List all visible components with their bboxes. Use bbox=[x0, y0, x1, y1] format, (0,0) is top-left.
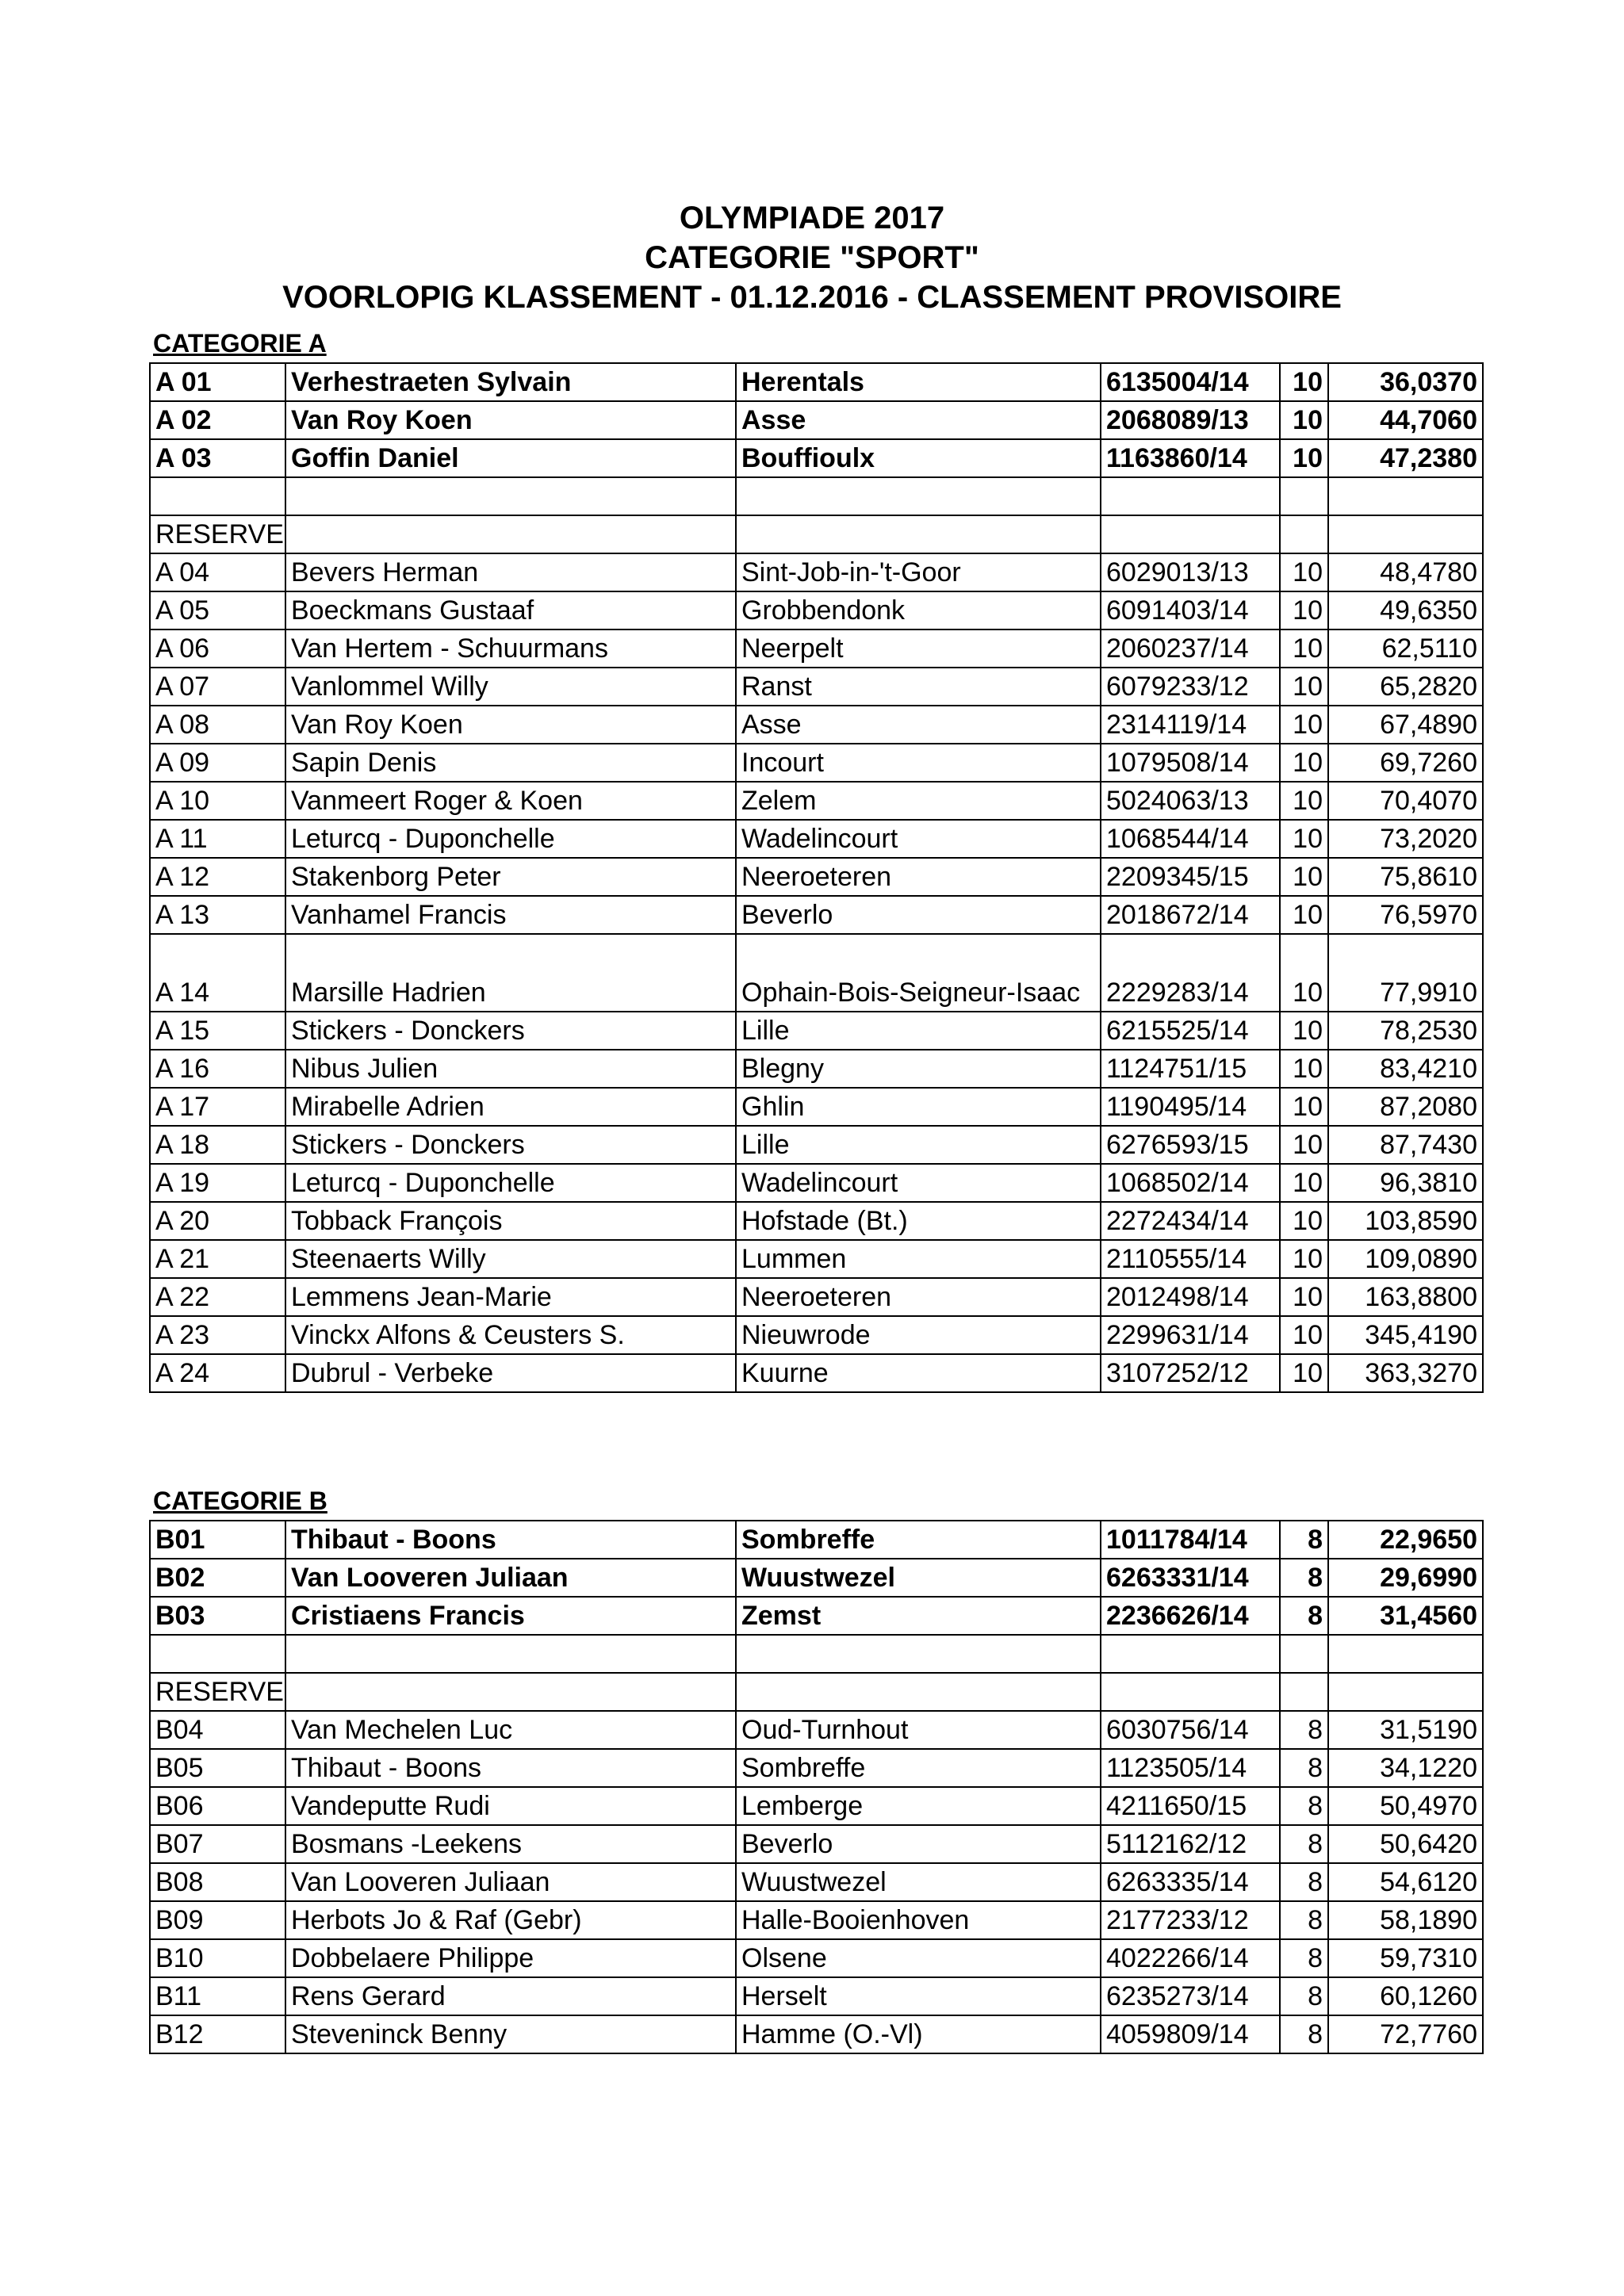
entry-code-cell: A 17 bbox=[150, 1088, 285, 1126]
owner-name-cell: Tobback François bbox=[285, 1202, 736, 1240]
count-cell: 10 bbox=[1280, 782, 1328, 820]
table-row bbox=[150, 858, 1483, 896]
count-cell: 8 bbox=[1280, 1977, 1328, 2015]
score-cell: 67,4890 bbox=[1328, 706, 1483, 744]
title-olympiade: OLYMPIADE 2017 bbox=[679, 201, 945, 235]
owner-name-cell: Cristiaens Francis bbox=[285, 1597, 736, 1635]
count-cell: 8 bbox=[1280, 1787, 1328, 1825]
city-cell: Wuustwezel bbox=[736, 1863, 1101, 1901]
table-row bbox=[150, 1088, 1483, 1126]
ring-number-cell: 6135004/14 bbox=[1101, 363, 1280, 401]
table-row bbox=[150, 591, 1483, 629]
city-cell: Oud-Turnhout bbox=[736, 1711, 1101, 1749]
score-cell: 34,1220 bbox=[1328, 1749, 1483, 1787]
score-cell: 76,5970 bbox=[1328, 896, 1483, 934]
ring-number-cell: 3107252/12 bbox=[1101, 1354, 1280, 1392]
city-cell: Wadelincourt bbox=[736, 820, 1101, 858]
entry-code-cell bbox=[150, 477, 285, 515]
city-cell: Sombreffe bbox=[736, 1749, 1101, 1787]
ring-number-cell bbox=[1101, 1635, 1280, 1673]
ring-number-cell: 6029013/13 bbox=[1101, 553, 1280, 591]
ring-number-cell bbox=[1101, 515, 1280, 553]
entry-code-cell: A 09 bbox=[150, 744, 285, 782]
count-cell: 10 bbox=[1280, 1278, 1328, 1316]
table-row bbox=[150, 439, 1483, 477]
table-row bbox=[150, 820, 1483, 858]
count-cell: 10 bbox=[1280, 668, 1328, 706]
score-cell: 58,1890 bbox=[1328, 1901, 1483, 1939]
owner-name-cell: Steveninck Benny bbox=[285, 2015, 736, 2053]
owner-name-cell: Vanmeert Roger & Koen bbox=[285, 782, 736, 820]
city-cell bbox=[736, 1635, 1101, 1673]
entry-code-cell: A 01 bbox=[150, 363, 285, 401]
table-row bbox=[150, 1711, 1483, 1749]
entry-code-cell: RESERVE bbox=[150, 1673, 285, 1711]
owner-name-cell: Steenaerts Willy bbox=[285, 1240, 736, 1278]
owner-name-cell: Marsille Hadrien bbox=[285, 934, 736, 1012]
score-cell: 65,2820 bbox=[1328, 668, 1483, 706]
table-row bbox=[150, 629, 1483, 668]
entry-code-cell: B08 bbox=[150, 1863, 285, 1901]
count-cell: 10 bbox=[1280, 1050, 1328, 1088]
city-cell: Neeroeteren bbox=[736, 858, 1101, 896]
owner-name-cell: Van Looveren Juliaan bbox=[285, 1863, 736, 1901]
owner-name-cell bbox=[285, 515, 736, 553]
score-cell: 50,6420 bbox=[1328, 1825, 1483, 1863]
score-cell: 345,4190 bbox=[1328, 1316, 1483, 1354]
table-row bbox=[150, 1977, 1483, 2015]
score-cell: 103,8590 bbox=[1328, 1202, 1483, 1240]
score-cell: 48,4780 bbox=[1328, 553, 1483, 591]
table-row bbox=[150, 363, 1483, 401]
city-cell: Zemst bbox=[736, 1597, 1101, 1635]
city-cell: Asse bbox=[736, 706, 1101, 744]
ring-number-cell: 1190495/14 bbox=[1101, 1088, 1280, 1126]
count-cell: 10 bbox=[1280, 1316, 1328, 1354]
city-cell bbox=[736, 1673, 1101, 1711]
city-cell: Kuurne bbox=[736, 1354, 1101, 1392]
city-cell: Bouffioulx bbox=[736, 439, 1101, 477]
ring-number-cell: 1163860/14 bbox=[1101, 439, 1280, 477]
ring-number-cell: 1124751/15 bbox=[1101, 1050, 1280, 1088]
city-cell: Lemberge bbox=[736, 1787, 1101, 1825]
count-cell bbox=[1280, 1673, 1328, 1711]
count-cell: 10 bbox=[1280, 439, 1328, 477]
city-cell: Blegny bbox=[736, 1050, 1101, 1088]
entry-code-cell: B07 bbox=[150, 1825, 285, 1863]
entry-code-cell: B05 bbox=[150, 1749, 285, 1787]
count-cell: 10 bbox=[1280, 934, 1328, 1012]
category-a-table bbox=[149, 362, 1484, 1393]
table-row bbox=[150, 934, 1483, 1012]
count-cell: 10 bbox=[1280, 1012, 1328, 1050]
city-cell: Wadelincourt bbox=[736, 1164, 1101, 1202]
count-cell: 10 bbox=[1280, 553, 1328, 591]
count-cell bbox=[1280, 1635, 1328, 1673]
score-cell: 363,3270 bbox=[1328, 1354, 1483, 1392]
ring-number-cell: 6263335/14 bbox=[1101, 1863, 1280, 1901]
score-cell: 47,2380 bbox=[1328, 439, 1483, 477]
table-row bbox=[150, 1749, 1483, 1787]
score-cell: 87,2080 bbox=[1328, 1088, 1483, 1126]
city-cell: Lille bbox=[736, 1126, 1101, 1164]
entry-code-cell: A 16 bbox=[150, 1050, 285, 1088]
count-cell bbox=[1280, 515, 1328, 553]
city-cell bbox=[736, 477, 1101, 515]
owner-name-cell: Vanhamel Francis bbox=[285, 896, 736, 934]
entry-code-cell: A 12 bbox=[150, 858, 285, 896]
city-cell: Herentals bbox=[736, 363, 1101, 401]
owner-name-cell: Dubrul - Verbeke bbox=[285, 1354, 736, 1392]
ring-number-cell: 1123505/14 bbox=[1101, 1749, 1280, 1787]
count-cell: 10 bbox=[1280, 1126, 1328, 1164]
city-cell: Lummen bbox=[736, 1240, 1101, 1278]
owner-name-cell: Nibus Julien bbox=[285, 1050, 736, 1088]
entry-code-cell: A 04 bbox=[150, 553, 285, 591]
ring-number-cell: 2060237/14 bbox=[1101, 629, 1280, 668]
title-categorie-sport: CATEGORIE "SPORT" bbox=[645, 240, 979, 275]
entry-code-cell: B04 bbox=[150, 1711, 285, 1749]
entry-code-cell: A 07 bbox=[150, 668, 285, 706]
table-row bbox=[150, 1202, 1483, 1240]
table-row bbox=[150, 1012, 1483, 1050]
owner-name-cell: Thibaut - Boons bbox=[285, 1749, 736, 1787]
score-cell: 70,4070 bbox=[1328, 782, 1483, 820]
table-row bbox=[150, 744, 1483, 782]
score-cell: 62,5110 bbox=[1328, 629, 1483, 668]
owner-name-cell: Vandeputte Rudi bbox=[285, 1787, 736, 1825]
entry-code-cell: A 02 bbox=[150, 401, 285, 439]
owner-name-cell bbox=[285, 477, 736, 515]
city-cell: Herselt bbox=[736, 1977, 1101, 2015]
ring-number-cell: 2012498/14 bbox=[1101, 1278, 1280, 1316]
table-row bbox=[150, 515, 1483, 553]
table-row bbox=[150, 553, 1483, 591]
ring-number-cell: 2110555/14 bbox=[1101, 1240, 1280, 1278]
owner-name-cell: Bosmans -Leekens bbox=[285, 1825, 736, 1863]
owner-name-cell: Verhestraeten Sylvain bbox=[285, 363, 736, 401]
owner-name-cell: Herbots Jo & Raf (Gebr) bbox=[285, 1901, 736, 1939]
city-cell: Beverlo bbox=[736, 1825, 1101, 1863]
ring-number-cell: 2236626/14 bbox=[1101, 1597, 1280, 1635]
city-cell: Halle-Booienhoven bbox=[736, 1901, 1101, 1939]
entry-code-cell: B06 bbox=[150, 1787, 285, 1825]
ring-number-cell: 6091403/14 bbox=[1101, 591, 1280, 629]
score-cell: 31,4560 bbox=[1328, 1597, 1483, 1635]
count-cell: 10 bbox=[1280, 858, 1328, 896]
table-row bbox=[150, 1316, 1483, 1354]
table-row bbox=[150, 1673, 1483, 1711]
table-row bbox=[150, 1278, 1483, 1316]
count-cell: 10 bbox=[1280, 706, 1328, 744]
title-klassement: VOORLOPIG KLASSEMENT - 01.12.2016 - CLASSEMENT PROVISOIRE bbox=[282, 280, 1342, 315]
category-a-rows bbox=[150, 363, 1483, 1392]
owner-name-cell: Mirabelle Adrien bbox=[285, 1088, 736, 1126]
entry-code-cell: A 21 bbox=[150, 1240, 285, 1278]
owner-name-cell bbox=[285, 1673, 736, 1711]
owner-name-cell: Van Roy Koen bbox=[285, 706, 736, 744]
city-cell: Sombreffe bbox=[736, 1521, 1101, 1559]
count-cell: 10 bbox=[1280, 1088, 1328, 1126]
owner-name-cell: Van Hertem - Schuurmans bbox=[285, 629, 736, 668]
ring-number-cell: 1011784/14 bbox=[1101, 1521, 1280, 1559]
count-cell: 10 bbox=[1280, 629, 1328, 668]
table-row bbox=[150, 1901, 1483, 1939]
count-cell: 10 bbox=[1280, 896, 1328, 934]
ring-number-cell: 2314119/14 bbox=[1101, 706, 1280, 744]
count-cell: 10 bbox=[1280, 363, 1328, 401]
entry-code-cell: A 06 bbox=[150, 629, 285, 668]
count-cell: 10 bbox=[1280, 1240, 1328, 1278]
entry-code-cell: A 13 bbox=[150, 896, 285, 934]
score-cell bbox=[1328, 1635, 1483, 1673]
entry-code-cell: B01 bbox=[150, 1521, 285, 1559]
city-cell: Neeroeteren bbox=[736, 1278, 1101, 1316]
entry-code-cell: A 15 bbox=[150, 1012, 285, 1050]
owner-name-cell: Van Mechelen Luc bbox=[285, 1711, 736, 1749]
city-cell: Ghlin bbox=[736, 1088, 1101, 1126]
city-cell: Wuustwezel bbox=[736, 1559, 1101, 1597]
entry-code-cell: A 14 bbox=[150, 934, 285, 1012]
count-cell: 8 bbox=[1280, 1901, 1328, 1939]
entry-code-cell: A 08 bbox=[150, 706, 285, 744]
table-row bbox=[150, 1559, 1483, 1597]
owner-name-cell: Vinckx Alfons & Ceusters S. bbox=[285, 1316, 736, 1354]
ring-number-cell bbox=[1101, 477, 1280, 515]
score-cell: 83,4210 bbox=[1328, 1050, 1483, 1088]
score-cell bbox=[1328, 515, 1483, 553]
table-row bbox=[150, 1354, 1483, 1392]
owner-name-cell: Thibaut - Boons bbox=[285, 1521, 736, 1559]
count-cell: 8 bbox=[1280, 1939, 1328, 1977]
count-cell: 10 bbox=[1280, 820, 1328, 858]
owner-name-cell: Leturcq - Duponchelle bbox=[285, 1164, 736, 1202]
owner-name-cell: Dobbelaere Philippe bbox=[285, 1939, 736, 1977]
table-row bbox=[150, 1825, 1483, 1863]
city-cell: Incourt bbox=[736, 744, 1101, 782]
score-cell: 78,2530 bbox=[1328, 1012, 1483, 1050]
table-row bbox=[150, 668, 1483, 706]
entry-code-cell: A 24 bbox=[150, 1354, 285, 1392]
score-cell: 31,5190 bbox=[1328, 1711, 1483, 1749]
count-cell: 10 bbox=[1280, 1202, 1328, 1240]
count-cell: 10 bbox=[1280, 744, 1328, 782]
table-row bbox=[150, 1597, 1483, 1635]
owner-name-cell: Sapin Denis bbox=[285, 744, 736, 782]
score-cell: 87,7430 bbox=[1328, 1126, 1483, 1164]
ring-number-cell: 2018672/14 bbox=[1101, 896, 1280, 934]
city-cell: Grobbendonk bbox=[736, 591, 1101, 629]
table-row bbox=[150, 1787, 1483, 1825]
score-cell: 77,9910 bbox=[1328, 934, 1483, 1012]
owner-name-cell: Van Looveren Juliaan bbox=[285, 1559, 736, 1597]
category-b-heading: CATEGORIE B bbox=[153, 1487, 327, 1515]
count-cell: 10 bbox=[1280, 1354, 1328, 1392]
count-cell: 8 bbox=[1280, 1521, 1328, 1559]
city-cell: Lille bbox=[736, 1012, 1101, 1050]
owner-name-cell bbox=[285, 1635, 736, 1673]
count-cell: 10 bbox=[1280, 1164, 1328, 1202]
ring-number-cell: 4022266/14 bbox=[1101, 1939, 1280, 1977]
count-cell: 8 bbox=[1280, 1863, 1328, 1901]
count-cell: 8 bbox=[1280, 1749, 1328, 1787]
score-cell: 60,1260 bbox=[1328, 1977, 1483, 2015]
count-cell: 8 bbox=[1280, 2015, 1328, 2053]
score-cell: 54,6120 bbox=[1328, 1863, 1483, 1901]
table-row bbox=[150, 706, 1483, 744]
city-cell: Olsene bbox=[736, 1939, 1101, 1977]
ring-number-cell: 2272434/14 bbox=[1101, 1202, 1280, 1240]
score-cell: 69,7260 bbox=[1328, 744, 1483, 782]
entry-code-cell: A 11 bbox=[150, 820, 285, 858]
owner-name-cell: Leturcq - Duponchelle bbox=[285, 820, 736, 858]
owner-name-cell: Goffin Daniel bbox=[285, 439, 736, 477]
owner-name-cell: Stickers - Donckers bbox=[285, 1012, 736, 1050]
ring-number-cell: 6030756/14 bbox=[1101, 1711, 1280, 1749]
city-cell: Hofstade (Bt.) bbox=[736, 1202, 1101, 1240]
city-cell: Ophain-Bois-Seigneur-Isaac bbox=[736, 934, 1101, 1012]
score-cell: 50,4970 bbox=[1328, 1787, 1483, 1825]
ring-number-cell: 6215525/14 bbox=[1101, 1012, 1280, 1050]
ring-number-cell: 6276593/15 bbox=[1101, 1126, 1280, 1164]
city-cell: Asse bbox=[736, 401, 1101, 439]
city-cell bbox=[736, 515, 1101, 553]
table-row bbox=[150, 2015, 1483, 2053]
city-cell: Hamme (O.-Vl) bbox=[736, 2015, 1101, 2053]
owner-name-cell: Stickers - Donckers bbox=[285, 1126, 736, 1164]
entry-code-cell: A 22 bbox=[150, 1278, 285, 1316]
ring-number-cell: 1068544/14 bbox=[1101, 820, 1280, 858]
score-cell: 44,7060 bbox=[1328, 401, 1483, 439]
table-row bbox=[150, 1164, 1483, 1202]
entry-code-cell: A 18 bbox=[150, 1126, 285, 1164]
table-row bbox=[150, 1521, 1483, 1559]
owner-name-cell: Vanlommel Willy bbox=[285, 668, 736, 706]
entry-code-cell: B03 bbox=[150, 1597, 285, 1635]
entry-code-cell: A 23 bbox=[150, 1316, 285, 1354]
ring-number-cell: 2177233/12 bbox=[1101, 1901, 1280, 1939]
owner-name-cell: Lemmens Jean-Marie bbox=[285, 1278, 736, 1316]
score-cell: 29,6990 bbox=[1328, 1559, 1483, 1597]
entry-code-cell: A 05 bbox=[150, 591, 285, 629]
table-row bbox=[150, 1635, 1483, 1673]
city-cell: Beverlo bbox=[736, 896, 1101, 934]
score-cell: 163,8800 bbox=[1328, 1278, 1483, 1316]
ring-number-cell: 6235273/14 bbox=[1101, 1977, 1280, 2015]
ring-number-cell: 4211650/15 bbox=[1101, 1787, 1280, 1825]
table-row bbox=[150, 1050, 1483, 1088]
table-row bbox=[150, 1126, 1483, 1164]
owner-name-cell: Boeckmans Gustaaf bbox=[285, 591, 736, 629]
table-row bbox=[150, 1240, 1483, 1278]
city-cell: Ranst bbox=[736, 668, 1101, 706]
city-cell: Neerpelt bbox=[736, 629, 1101, 668]
score-cell: 59,7310 bbox=[1328, 1939, 1483, 1977]
score-cell: 22,9650 bbox=[1328, 1521, 1483, 1559]
ring-number-cell: 4059809/14 bbox=[1101, 2015, 1280, 2053]
entry-code-cell: B12 bbox=[150, 2015, 285, 2053]
entry-code-cell bbox=[150, 1635, 285, 1673]
document-title-block bbox=[0, 198, 1624, 317]
score-cell bbox=[1328, 477, 1483, 515]
score-cell: 49,6350 bbox=[1328, 591, 1483, 629]
table-row bbox=[150, 401, 1483, 439]
entry-code-cell: A 20 bbox=[150, 1202, 285, 1240]
table-row bbox=[150, 1939, 1483, 1977]
entry-code-cell: A 10 bbox=[150, 782, 285, 820]
score-cell: 96,3810 bbox=[1328, 1164, 1483, 1202]
entry-code-cell: B02 bbox=[150, 1559, 285, 1597]
city-cell: Sint-Job-in-'t-Goor bbox=[736, 553, 1101, 591]
count-cell: 8 bbox=[1280, 1825, 1328, 1863]
ring-number-cell: 1068502/14 bbox=[1101, 1164, 1280, 1202]
category-b-table bbox=[149, 1520, 1484, 2054]
entry-code-cell: B11 bbox=[150, 1977, 285, 2015]
count-cell: 10 bbox=[1280, 401, 1328, 439]
owner-name-cell: Van Roy Koen bbox=[285, 401, 736, 439]
table-row bbox=[150, 782, 1483, 820]
entry-code-cell: B10 bbox=[150, 1939, 285, 1977]
score-cell: 72,7760 bbox=[1328, 2015, 1483, 2053]
table-row bbox=[150, 1863, 1483, 1901]
entry-code-cell: RESERVE bbox=[150, 515, 285, 553]
score-cell: 73,2020 bbox=[1328, 820, 1483, 858]
owner-name-cell: Bevers Herman bbox=[285, 553, 736, 591]
ring-number-cell: 6079233/12 bbox=[1101, 668, 1280, 706]
count-cell: 8 bbox=[1280, 1597, 1328, 1635]
table-row bbox=[150, 477, 1483, 515]
table-row bbox=[150, 896, 1483, 934]
owner-name-cell: Rens Gerard bbox=[285, 1977, 736, 2015]
ring-number-cell: 5024063/13 bbox=[1101, 782, 1280, 820]
ring-number-cell: 1079508/14 bbox=[1101, 744, 1280, 782]
entry-code-cell: A 03 bbox=[150, 439, 285, 477]
score-cell: 36,0370 bbox=[1328, 363, 1483, 401]
score-cell: 109,0890 bbox=[1328, 1240, 1483, 1278]
score-cell: 75,8610 bbox=[1328, 858, 1483, 896]
ring-number-cell: 2068089/13 bbox=[1101, 401, 1280, 439]
category-a-heading: CATEGORIE A bbox=[153, 329, 327, 358]
ring-number-cell: 2299631/14 bbox=[1101, 1316, 1280, 1354]
entry-code-cell: A 19 bbox=[150, 1164, 285, 1202]
count-cell: 10 bbox=[1280, 591, 1328, 629]
ring-number-cell: 2209345/15 bbox=[1101, 858, 1280, 896]
ring-number-cell: 6263331/14 bbox=[1101, 1559, 1280, 1597]
score-cell bbox=[1328, 1673, 1483, 1711]
entry-code-cell: B09 bbox=[150, 1901, 285, 1939]
count-cell: 8 bbox=[1280, 1711, 1328, 1749]
ring-number-cell: 5112162/12 bbox=[1101, 1825, 1280, 1863]
owner-name-cell: Stakenborg Peter bbox=[285, 858, 736, 896]
city-cell: Zelem bbox=[736, 782, 1101, 820]
count-cell bbox=[1280, 477, 1328, 515]
ring-number-cell: 2229283/14 bbox=[1101, 934, 1280, 1012]
count-cell: 8 bbox=[1280, 1559, 1328, 1597]
category-b-rows bbox=[150, 1521, 1483, 2053]
city-cell: Nieuwrode bbox=[736, 1316, 1101, 1354]
ring-number-cell bbox=[1101, 1673, 1280, 1711]
